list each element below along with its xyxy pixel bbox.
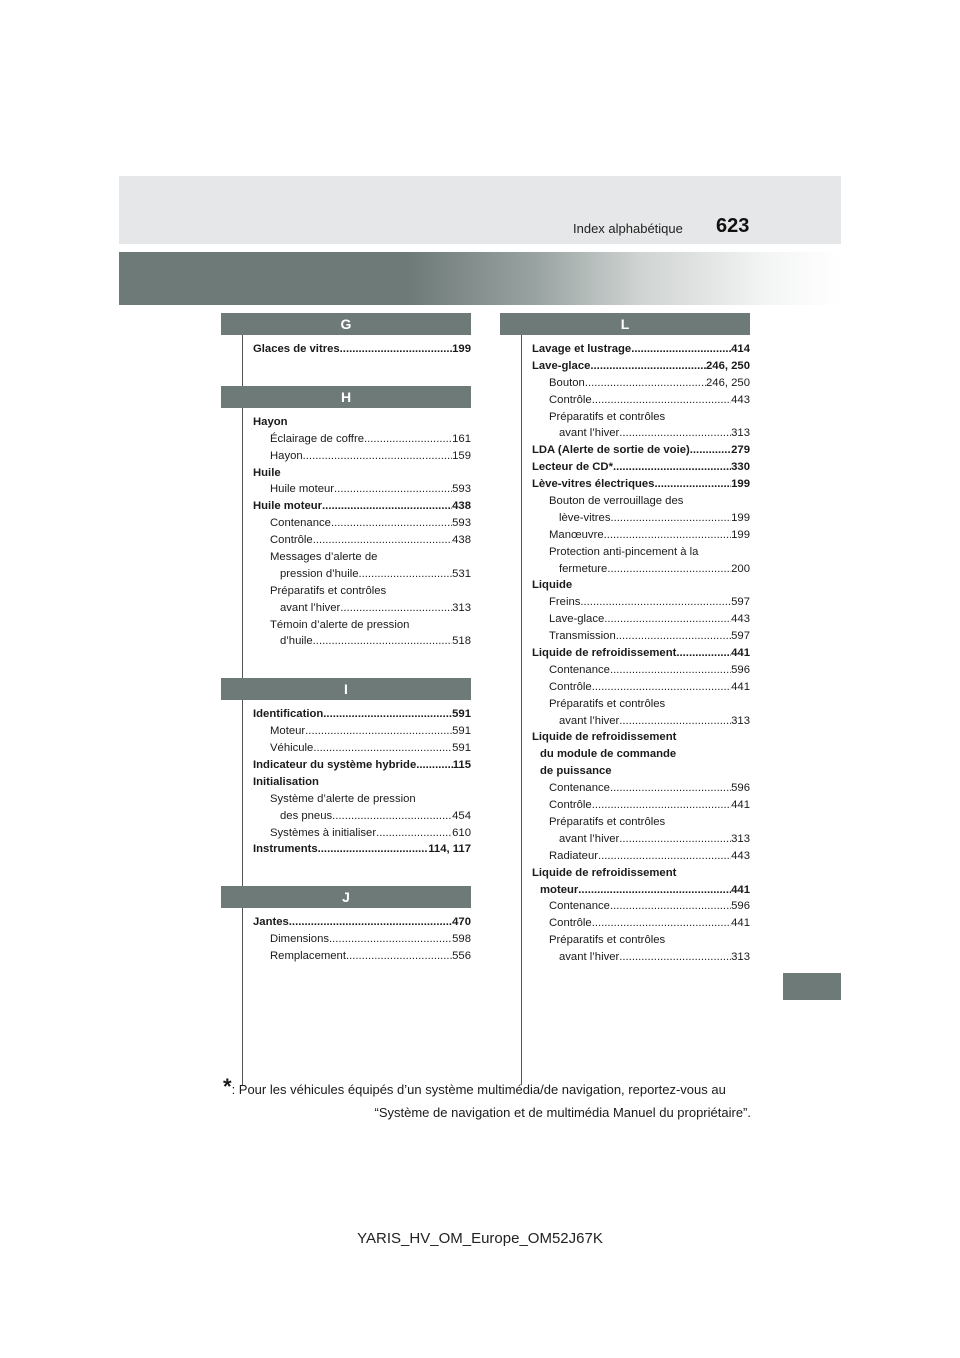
index-entry-page: 597 bbox=[731, 596, 750, 609]
page-number: 623 bbox=[716, 215, 750, 237]
dot-leader bbox=[322, 498, 452, 515]
index-entry-page: 199 bbox=[731, 511, 750, 524]
index-entry bbox=[532, 375, 750, 392]
dot-leader bbox=[590, 358, 706, 375]
index-entry-page: 199 bbox=[452, 343, 471, 355]
footnote bbox=[223, 1074, 751, 1120]
dot-leader bbox=[613, 459, 731, 476]
index-entry-term: Identification bbox=[253, 708, 324, 721]
index-entry-term: Contenance bbox=[549, 900, 610, 913]
header-band bbox=[119, 252, 841, 305]
dot-leader bbox=[578, 882, 731, 899]
dot-leader bbox=[329, 931, 452, 948]
index-entry-term: Indicateur du système hybride bbox=[253, 759, 417, 772]
index-entry bbox=[532, 459, 750, 476]
index-entry bbox=[253, 600, 471, 617]
index-entry bbox=[253, 633, 471, 650]
index-entry-term: Témoin d’alerte de pression bbox=[270, 618, 410, 631]
dot-leader bbox=[654, 476, 731, 493]
index-entry bbox=[253, 914, 471, 931]
index-entry-term: moteur bbox=[540, 883, 579, 896]
dot-leader bbox=[331, 515, 452, 532]
index-entry-term: Contenance bbox=[549, 782, 610, 795]
index-entry bbox=[532, 544, 750, 561]
index-entry-term: Lave-glace bbox=[549, 613, 605, 626]
index-entry-term: d’huile bbox=[280, 635, 313, 648]
index-entry-page: 596 bbox=[731, 900, 750, 913]
index-entry-term: Huile moteur bbox=[253, 500, 323, 513]
dot-leader bbox=[592, 679, 731, 696]
index-entry bbox=[253, 841, 471, 858]
index-entry bbox=[532, 611, 750, 628]
index-entry-term: Liquide de refroidissement bbox=[532, 731, 677, 744]
index-entry bbox=[253, 532, 471, 549]
index-entry-term: LDA (Alerte de sortie de voie) bbox=[532, 444, 690, 457]
index-entry bbox=[253, 481, 471, 498]
index-entry-term: Lave-glace bbox=[532, 359, 591, 372]
index-entry bbox=[532, 949, 750, 966]
dot-leader bbox=[610, 510, 731, 527]
index-entry-page: 596 bbox=[731, 782, 750, 795]
index-entry bbox=[532, 493, 750, 510]
index-entry-term: Lève-vitres électriques bbox=[532, 478, 655, 491]
index-entry-term: Hayon bbox=[270, 449, 303, 462]
index-entry-page: 593 bbox=[452, 517, 471, 530]
index-entry-term: Contenance bbox=[270, 517, 331, 530]
index-entry-page: 199 bbox=[731, 528, 750, 541]
index-entry bbox=[532, 341, 750, 358]
index-entry bbox=[253, 498, 471, 515]
index-entry-term: Contrôle bbox=[549, 393, 592, 406]
page-title: Index alphabétique bbox=[573, 221, 683, 236]
index-entry-page: 441 bbox=[731, 917, 750, 930]
index-entry-page: 441 bbox=[731, 799, 750, 812]
index-entry bbox=[532, 561, 750, 578]
index-entry-term: Dimensions bbox=[270, 933, 330, 946]
index-entry-page: 531 bbox=[452, 567, 471, 580]
index-entry-term: Contrôle bbox=[549, 917, 592, 930]
index-entry bbox=[532, 442, 750, 459]
section-letter-i: I bbox=[221, 678, 471, 700]
index-entry-term: Contrôle bbox=[270, 534, 313, 547]
index-entry bbox=[532, 882, 750, 899]
dot-leader bbox=[690, 442, 731, 459]
index-column-right bbox=[500, 313, 750, 966]
index-entry bbox=[253, 549, 471, 566]
index-entry-page: 610 bbox=[452, 826, 471, 839]
index-entry-page: 313 bbox=[731, 832, 750, 845]
index-entry-term: Préparatifs et contrôles bbox=[549, 934, 666, 947]
dot-leader bbox=[610, 662, 731, 679]
document-code: YARIS_HV_OM_Europe_OM52J67K bbox=[357, 1230, 603, 1247]
index-entry-page: 518 bbox=[452, 635, 471, 648]
index-entry-term: Huile bbox=[253, 466, 281, 479]
index-entry-page: 454 bbox=[452, 809, 471, 822]
index-entry bbox=[532, 763, 750, 780]
dot-leader bbox=[305, 723, 452, 740]
dot-leader bbox=[340, 600, 452, 617]
index-entry-page: 591 bbox=[452, 742, 471, 755]
index-entry bbox=[532, 729, 750, 746]
index-entry-term: Lecteur de CD* bbox=[532, 461, 613, 474]
index-entry-page: 443 bbox=[731, 393, 750, 406]
index-entry-page: 438 bbox=[452, 534, 471, 547]
index-entry-page: 199 bbox=[731, 478, 750, 491]
index-entry bbox=[253, 825, 471, 842]
index-entry-page: 443 bbox=[731, 613, 750, 626]
index-entry-term: Systèmes à initialiser bbox=[270, 826, 377, 839]
dot-leader bbox=[604, 611, 731, 628]
index-entry-page: 414 bbox=[731, 343, 750, 355]
index-entry bbox=[532, 645, 750, 662]
index-entry-term: Messages d’alerte de bbox=[270, 551, 378, 564]
index-entry bbox=[253, 341, 471, 358]
index-entry-page: 597 bbox=[731, 630, 750, 643]
index-entry-list bbox=[221, 908, 471, 965]
index-entry-page: 159 bbox=[452, 449, 471, 462]
index-entry bbox=[253, 617, 471, 634]
index-entry-term: Protection anti-pincement à la bbox=[549, 545, 699, 558]
dot-leader bbox=[619, 425, 731, 442]
index-entry bbox=[253, 583, 471, 600]
index-entry bbox=[532, 409, 750, 426]
index-entry-term: Bouton bbox=[549, 376, 585, 389]
dot-leader bbox=[598, 848, 731, 865]
index-entry-term: Instruments bbox=[253, 843, 318, 856]
index-entry-term: Initialisation bbox=[253, 775, 319, 788]
index-entry bbox=[532, 746, 750, 763]
dot-leader bbox=[616, 628, 731, 645]
index-entry-page: 438 bbox=[452, 500, 471, 513]
index-entry bbox=[532, 594, 750, 611]
index-entry-page: 279 bbox=[731, 444, 750, 457]
dot-leader bbox=[592, 915, 731, 932]
dot-leader bbox=[340, 341, 452, 358]
footnote-mark: * bbox=[223, 1074, 232, 1099]
index-entry-page: 330 bbox=[731, 461, 750, 474]
index-entry-term: fermeture bbox=[559, 562, 608, 575]
dot-leader bbox=[619, 831, 731, 848]
index-entry-page: 441 bbox=[731, 680, 750, 693]
index-entry-term: Lavage et lustrage bbox=[532, 343, 632, 355]
index-entry-term: de puissance bbox=[540, 765, 612, 778]
index-entry-term: avant l’hiver bbox=[559, 714, 620, 727]
index-entry-term: Moteur bbox=[270, 725, 306, 738]
dot-leader bbox=[607, 561, 731, 578]
dot-leader bbox=[323, 706, 452, 723]
footnote-line-2: “Système de navigation et de multimédia Manuel du propriétaire”. bbox=[374, 1105, 751, 1120]
index-entry-page: 114, 117 bbox=[428, 843, 471, 856]
index-entry-term: Préparatifs et contrôles bbox=[549, 697, 666, 710]
index-entry-term: Jantes bbox=[253, 916, 289, 929]
index-entry bbox=[532, 865, 750, 882]
dot-leader bbox=[346, 948, 452, 965]
dot-leader bbox=[303, 448, 452, 465]
dot-leader bbox=[631, 341, 731, 358]
dot-leader bbox=[585, 375, 706, 392]
index-entry-page: 246, 250 bbox=[706, 376, 750, 389]
dot-leader bbox=[619, 713, 731, 730]
index-entry bbox=[532, 797, 750, 814]
index-entry-term: avant l’hiver bbox=[559, 427, 620, 440]
index-entry bbox=[532, 713, 750, 730]
index-entry bbox=[532, 392, 750, 409]
index-entry bbox=[253, 515, 471, 532]
index-entry-term: Préparatifs et contrôles bbox=[549, 410, 666, 423]
dot-leader bbox=[318, 841, 429, 858]
dot-leader bbox=[313, 633, 452, 650]
index-entry-term: Préparatifs et contrôles bbox=[549, 815, 666, 828]
index-entry bbox=[253, 774, 471, 791]
index-entry-term: Liquide de refroidissement bbox=[532, 647, 677, 660]
dot-leader bbox=[364, 431, 452, 448]
index-entry-term: Freins bbox=[549, 596, 581, 609]
index-entry-page: 470 bbox=[452, 916, 471, 929]
index-entry-term: Liquide bbox=[532, 579, 573, 592]
index-entry bbox=[253, 706, 471, 723]
index-entry-page: 591 bbox=[452, 708, 471, 721]
index-entry-term: Manœuvre bbox=[549, 528, 604, 541]
index-entry bbox=[532, 510, 750, 527]
dot-leader bbox=[334, 481, 452, 498]
index-entry bbox=[532, 577, 750, 594]
dot-leader bbox=[376, 825, 452, 842]
dot-leader bbox=[592, 392, 731, 409]
dot-leader bbox=[313, 740, 452, 757]
index-entry-term: Remplacement bbox=[270, 950, 346, 963]
index-entry-page: 598 bbox=[452, 933, 471, 946]
dot-leader bbox=[592, 797, 731, 814]
index-entry bbox=[532, 679, 750, 696]
dot-leader bbox=[610, 898, 731, 915]
index-entry-page: 313 bbox=[731, 714, 750, 727]
index-entry-page: 313 bbox=[731, 427, 750, 440]
index-entry-term: Radiateur bbox=[549, 849, 598, 862]
index-entry-page: 313 bbox=[452, 601, 471, 614]
index-entry-page: 591 bbox=[452, 725, 471, 738]
index-entry bbox=[253, 757, 471, 774]
section-letter-g: G bbox=[221, 313, 471, 335]
index-entry bbox=[532, 780, 750, 797]
dot-leader bbox=[610, 780, 731, 797]
index-entry-term: Glaces de vitres bbox=[253, 343, 340, 355]
index-entry bbox=[253, 740, 471, 757]
section-letter-j: J bbox=[221, 886, 471, 908]
index-entry bbox=[253, 791, 471, 808]
dot-leader bbox=[580, 594, 731, 611]
index-entry-page: 556 bbox=[452, 950, 471, 963]
index-entry-term: Huile moteur bbox=[270, 483, 335, 496]
index-entry bbox=[532, 814, 750, 831]
index-entry-page: 161 bbox=[452, 432, 471, 445]
section-letter-h: H bbox=[221, 386, 471, 408]
index-entry bbox=[532, 696, 750, 713]
index-entry bbox=[532, 662, 750, 679]
index-entry bbox=[253, 948, 471, 965]
dot-leader bbox=[332, 808, 452, 825]
index-entry-term: Liquide de refroidissement bbox=[532, 866, 677, 879]
index-entry bbox=[532, 527, 750, 544]
index-entry-page: 441 bbox=[731, 883, 750, 896]
index-entry bbox=[253, 414, 471, 431]
dot-leader bbox=[416, 757, 453, 774]
index-entry bbox=[532, 932, 750, 949]
index-entry bbox=[532, 425, 750, 442]
index-entry-page: 443 bbox=[731, 849, 750, 862]
index-entry-page: 593 bbox=[452, 483, 471, 496]
index-entry bbox=[253, 448, 471, 465]
index-entry-page: 441 bbox=[731, 647, 750, 660]
index-entry-term: avant l’hiver bbox=[280, 601, 341, 614]
index-entry bbox=[253, 808, 471, 825]
index-entry bbox=[532, 358, 750, 375]
index-entry-term: Bouton de verrouillage des bbox=[549, 495, 684, 508]
chapter-side-tab bbox=[783, 973, 841, 1000]
footnote-line-1: : Pour les véhicules équipés d’un système multimédia/de navigation, reportez-vous au bbox=[231, 1082, 726, 1097]
index-entry-term: Contrôle bbox=[549, 799, 592, 812]
index-entry-list bbox=[500, 335, 750, 966]
index-entry bbox=[253, 465, 471, 482]
index-entry bbox=[253, 431, 471, 448]
index-entry-term: Contenance bbox=[549, 663, 610, 676]
index-entry bbox=[532, 476, 750, 493]
index-entry-term: Transmission bbox=[549, 630, 616, 643]
index-entry-page: 115 bbox=[452, 759, 471, 772]
index-entry-page: 246, 250 bbox=[706, 359, 750, 372]
index-entry-term: Véhicule bbox=[270, 742, 314, 755]
dot-leader bbox=[604, 527, 732, 544]
dot-leader bbox=[359, 566, 453, 583]
index-column-left bbox=[221, 313, 471, 965]
index-entry bbox=[253, 931, 471, 948]
index-entry bbox=[532, 848, 750, 865]
index-entry bbox=[532, 831, 750, 848]
dot-leader bbox=[313, 532, 452, 549]
index-entry bbox=[253, 723, 471, 740]
index-entry-term: Éclairage de coffre bbox=[270, 432, 364, 445]
dot-leader bbox=[676, 645, 731, 662]
index-entry-term: avant l’hiver bbox=[559, 951, 620, 964]
index-entry-term: Préparatifs et contrôles bbox=[270, 584, 387, 597]
index-entry-list bbox=[221, 700, 471, 858]
index-entry-term: Contrôle bbox=[549, 680, 592, 693]
index-entry-term: des pneus bbox=[280, 809, 333, 822]
index-entry-term: Hayon bbox=[253, 415, 288, 428]
index-entry-list bbox=[221, 408, 471, 650]
index-entry-term: lève-vitres bbox=[559, 511, 611, 524]
index-entry-page: 313 bbox=[731, 951, 750, 964]
index-entry-page: 596 bbox=[731, 663, 750, 676]
index-entry-term: pression d’huile bbox=[280, 567, 359, 580]
dot-leader bbox=[619, 949, 731, 966]
index-entry bbox=[253, 566, 471, 583]
index-entry-term: Système d’alerte de pression bbox=[270, 792, 416, 805]
dot-leader bbox=[289, 914, 452, 931]
index-entry-term: du module de commande bbox=[540, 748, 677, 761]
index-entry-term: avant l’hiver bbox=[559, 832, 620, 845]
index-entry bbox=[532, 628, 750, 645]
section-letter-l: L bbox=[500, 313, 750, 335]
index-entry-list bbox=[221, 335, 471, 358]
index-entry bbox=[532, 915, 750, 932]
index-entry bbox=[532, 898, 750, 915]
index-entry-page: 200 bbox=[731, 562, 750, 575]
